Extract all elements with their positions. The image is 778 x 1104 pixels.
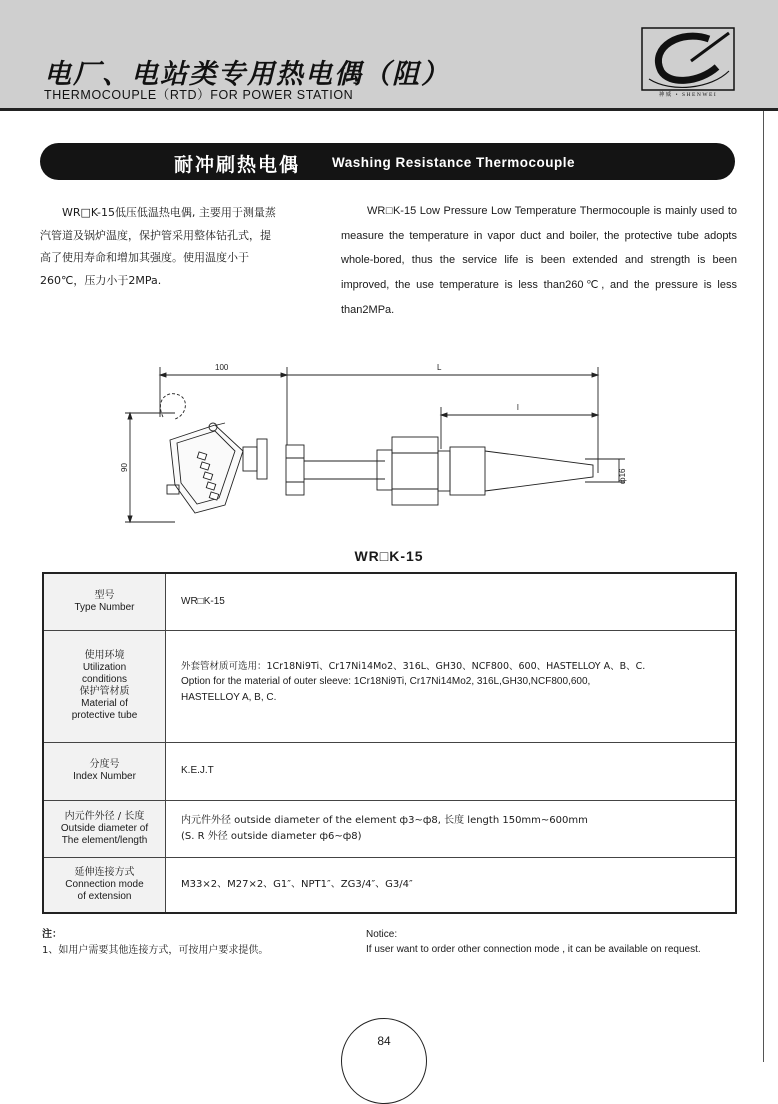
dim-phi16-label: ф16	[618, 468, 627, 484]
notice-cn	[42, 927, 268, 959]
notice-en	[366, 928, 701, 957]
intro-text-cn: WR□K-15低压低温热电偶, 主要用于测量蒸汽管道及锅炉温度，保护管采用整体钻孔式，提高了使用寿命和增加其强度。使用温度小于260℃，压力小于2MPa.	[40, 206, 276, 287]
spec-label-index: 分度号 Index Number	[43, 742, 166, 800]
spec-row-type	[43, 573, 736, 630]
spec-label-utilization: 使用环境 Utilization conditions 保护管材质 Material of protective tube	[43, 630, 166, 742]
right-margin-rule	[763, 111, 764, 1062]
spec-label-connection: 延伸连接方式 Connection mode of extension	[43, 857, 166, 913]
spec-value-utilization: 外套管材质可选用：1Cr18Ni9Ti、Cr17Ni14Mo2、316L、GH30、NCF800、600、HASTELLOY A、B、C. Option for the material of outer sleeve: 1Cr18Ni9Ti, Cr17Ni14Mo2, 316L,GH30,NCF800,600, HASTELLOY A, B, C.	[166, 630, 737, 742]
spec-value-type: WR□K-15	[166, 573, 737, 630]
model-label: WR□K-15	[354, 548, 424, 564]
notice-en-line: If user want to order other connection mode , it can be available on request.	[366, 943, 701, 955]
dim-90-label: 90	[120, 463, 129, 472]
notice-cn-title: 注：	[42, 929, 62, 940]
section-title-cn: 耐冲刷热电偶	[174, 154, 301, 176]
spec-row-index	[43, 742, 736, 800]
dim-l-label: l	[517, 403, 519, 412]
notice-cn-line: 1、如用户需要其他连接方式，可按用户要求提供。	[42, 945, 269, 956]
spec-row-element	[43, 800, 736, 857]
spec-row-utilization	[43, 630, 736, 742]
page-number: 84	[377, 1034, 391, 1048]
shenwei-logo-icon	[641, 27, 735, 99]
page-title-en: THERMOCOUPLE（RTD）FOR POWER STATION	[44, 88, 354, 102]
thermocouple-dimension-drawing	[115, 355, 640, 530]
logo-text: 神威 • SHENWEI	[658, 92, 718, 98]
spec-table	[42, 572, 737, 914]
page-title-cn: 电厂、电站类专用热电偶（阻）	[44, 59, 450, 90]
spec-label-element: 内元件外径 / 长度 Outside diameter of The element/length	[43, 800, 166, 857]
spec-label-type: 型号 Type Number	[43, 573, 166, 630]
header-rule	[0, 108, 778, 111]
page-number-circle	[341, 1018, 427, 1104]
dim-100-label: 100	[215, 363, 229, 372]
spec-value-index: K.E.J.T	[166, 742, 737, 800]
section-title-en: Washing Resistance Thermocouple	[332, 155, 576, 170]
intro-text-en: WR□K-15 Low Pressure Low Temperature Thermocouple is mainly used to measure the temperature in vapor duct and boiler, the protective tube adopts whole-bored, thus the service life is been extended and strength is been improved, the use temperature is less than260℃, and the pressure is less than2MPa.	[341, 205, 737, 316]
dim-L-label: L	[437, 363, 442, 372]
notice-en-title: Notice:	[366, 929, 398, 940]
spec-value-connection: M33×2、M27×2、G1″、NPT1″、ZG3/4″、G3/4″	[166, 857, 737, 913]
spec-row-connection	[43, 857, 736, 913]
spec-value-element: 内元件外径 outside diameter of the element ф3~ф8, 长度 length 150mm~600mm (S. R 外径 outside diameter ф6~ф8)	[166, 800, 737, 857]
